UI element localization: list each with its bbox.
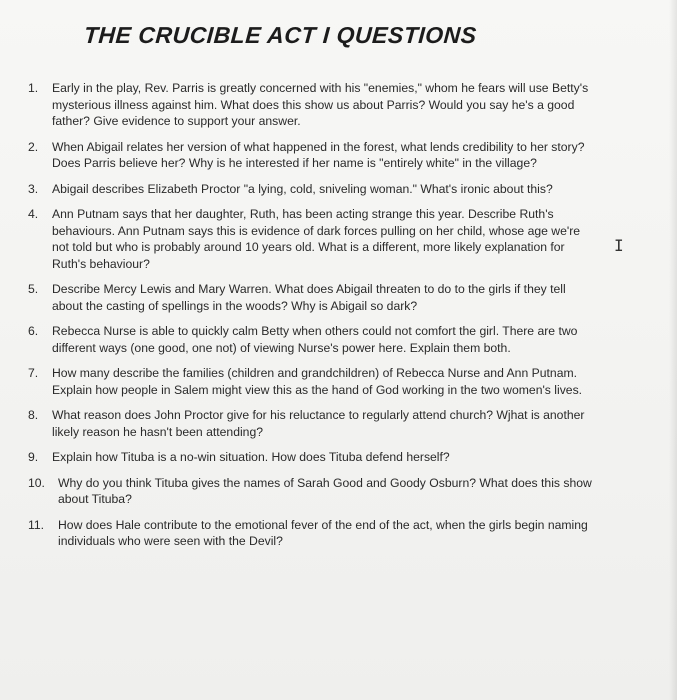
question-list bbox=[28, 80, 598, 550]
list-item bbox=[28, 206, 598, 272]
list-item bbox=[28, 407, 598, 440]
question-text[interactable]: Abigail describes Elizabeth Proctor "a lying, cold, sniveling woman." What's ironic about this? bbox=[52, 181, 553, 196]
question-text[interactable]: What reason does John Proctor give for his reluctance to regularly attend church? Wjhat is another likely reason he hasn't been attending? bbox=[52, 408, 585, 439]
question-text[interactable]: Ann Putnam says that her daughter, Ruth, has been acting strange this year. Describe Ruth's behaviours. Ann Putnam says this is evidence of dark forces pulling on her child, whose age we're not told but who is probably around 10 years old. What is a different, more likely explanation for Ruth's behaviour? bbox=[52, 207, 581, 271]
question-text[interactable]: Early in the play, Rev. Parris is greatly concerned with his "enemies," whom he fears will use Betty's mysterious illness against him. What does this show us about Parris? Would you say he's a good father? Give evidence to support your answer. bbox=[52, 81, 589, 128]
page-edge-shadow bbox=[669, 0, 677, 700]
question-number: 2. bbox=[28, 139, 39, 154]
question-number: 5. bbox=[28, 282, 39, 296]
question-text[interactable]: Explain how Tituba is a no-win situation. How does Tituba defend herself? bbox=[52, 450, 450, 464]
question-text[interactable]: Why do you think Tituba gives the names of Sarah Good and Goody Osburn? What does this show about Tituba? bbox=[58, 475, 592, 506]
question-text[interactable]: How many describe the families (children and grandchildren) of Rebecca Nurse and Ann Putnam. Explain how people in Salem might view this as the hand of God working in the two women's lives. bbox=[52, 366, 583, 397]
list-item bbox=[28, 139, 598, 172]
list-item bbox=[28, 281, 598, 314]
question-number: 8. bbox=[28, 408, 39, 422]
question-number: 7. bbox=[28, 366, 39, 380]
question-number: 6. bbox=[28, 324, 39, 338]
list-item bbox=[28, 181, 598, 198]
question-number: 9. bbox=[28, 450, 39, 464]
question-number: 11. bbox=[28, 517, 45, 532]
list-item bbox=[28, 517, 598, 550]
question-text[interactable]: Rebecca Nurse is able to quickly calm Betty when others could not comfort the girl. There are two different ways (one good, one not) of viewing Nurse's power here. Explain them both. bbox=[52, 324, 578, 355]
text-cursor-icon: I bbox=[614, 236, 624, 255]
question-number: 1. bbox=[28, 81, 39, 95]
list-item bbox=[28, 365, 598, 398]
question-number: 4. bbox=[28, 207, 39, 221]
list-item bbox=[28, 323, 598, 356]
list-item bbox=[28, 80, 598, 130]
list-item bbox=[28, 449, 598, 466]
question-text[interactable]: Describe Mercy Lewis and Mary Warren. What does Abigail threaten to do to the girls if they tell about the casting of spellings in the woods? Why is Abigail so dark? bbox=[52, 282, 566, 313]
question-text[interactable]: When Abigail relates her version of what happened in the forest, what lends credibility to her story? Does Parris believe her? Why is he interested if her name is "entirely white" in the village? bbox=[52, 139, 585, 170]
question-number: 10. bbox=[28, 475, 45, 490]
page-title: THE CRUCIBLE ACT I QUESTIONS bbox=[83, 22, 478, 48]
question-text[interactable]: How does Hale contribute to the emotional fever of the end of the act, when the girls begin naming individuals who were seen with the Devil? bbox=[58, 517, 588, 548]
list-item bbox=[28, 475, 598, 508]
question-number: 3. bbox=[28, 181, 39, 196]
